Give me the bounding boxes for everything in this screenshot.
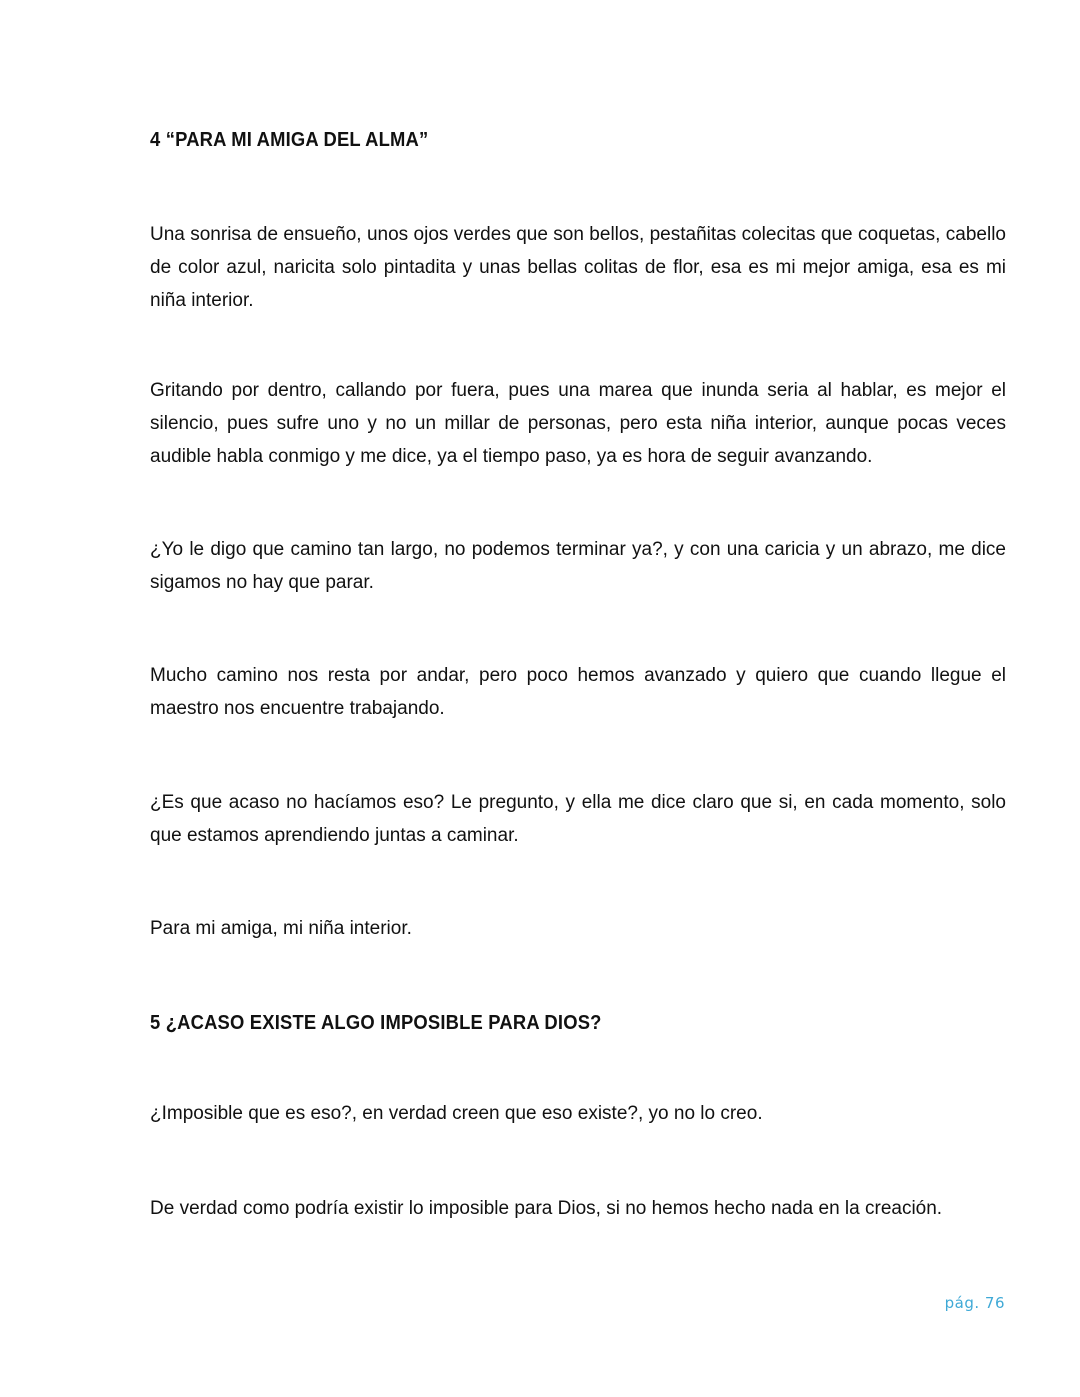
page-number: pág. 76 (944, 1294, 1005, 1312)
section-5-paragraph-1: ¿Imposible que es eso?, en verdad creen que eso existe?, yo no lo creo. (150, 1103, 763, 1124)
section-4-closing-line: Para mi amiga, mi niña interior. (150, 918, 412, 939)
section-4-paragraph-3: ¿Yo le digo que camino tan largo, no podemos terminar ya?, y con una caricia y un abrazo, me dice sigamos no hay que parar. (150, 539, 1006, 593)
section-4-paragraph-5: ¿Es que acaso no hacíamos eso? Le pregunto, y ella me dice claro que si, en cada momento, solo que estamos aprendiendo juntas a caminar. (150, 792, 1006, 846)
section-5-paragraph-2: De verdad como podría existir lo imposible para Dios, si no hemos hecho nada en la creación. (150, 1198, 943, 1219)
section-4-paragraph-4: Mucho camino nos resta por andar, pero poco hemos avanzado y quiero que cuando llegue el maestro nos encuentre trabajando. (150, 665, 1006, 719)
section-4-paragraph-2: Gritando por dentro, callando por fuera, pues una marea que inunda seria al hablar, es mejor el silencio, pues sufre uno y no un millar de personas, pero esta niña interior, aunque pocas veces audible habla conmigo y me dice, ya el tiempo paso, ya es hora de seguir avanzando. (150, 380, 1006, 467)
section-4-heading: 4 “PARA MI AMIGA DEL ALMA” (150, 129, 429, 151)
section-4-paragraph-1: Una sonrisa de ensueño, unos ojos verdes que son bellos, pestañitas colecitas que coquetas, cabello de color azul, naricita solo pintadita y unas bellas colitas de flor, esa es mi mejor amiga, esa es mi niña interior. (150, 224, 1006, 311)
section-5-heading: 5 ¿ACASO EXISTE ALGO IMPOSIBLE PARA DIOS? (150, 1012, 602, 1034)
